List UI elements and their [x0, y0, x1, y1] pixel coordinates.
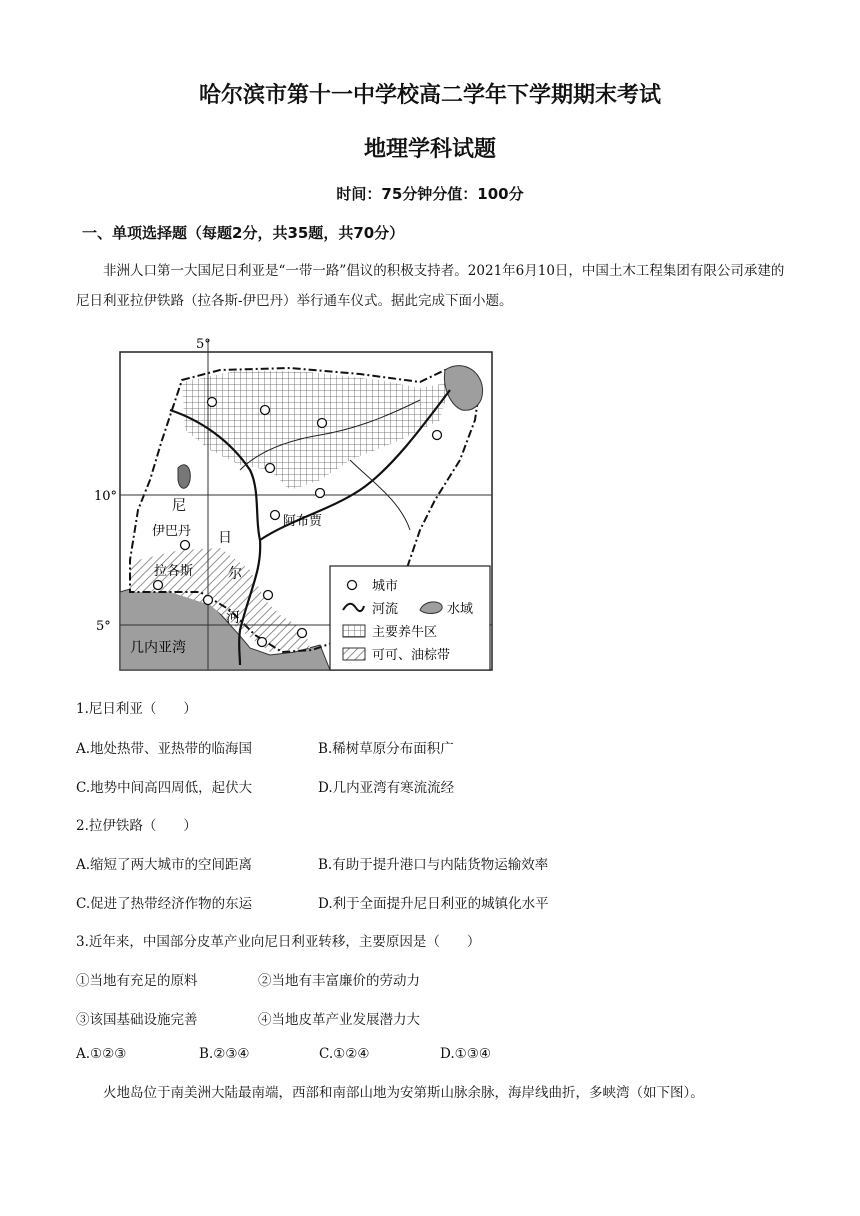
label-river-ni: 尼: [172, 498, 186, 514]
city-marker: [298, 629, 307, 638]
question-3-option-d: D.①③④: [440, 1046, 491, 1062]
lat-label-5: 5°: [96, 619, 111, 634]
city-marker-ibadan: [181, 541, 190, 550]
city-marker-abuja: [271, 511, 280, 520]
question-2-option-c: C.促进了热带经济作物的东运: [76, 896, 253, 912]
exam-title: 哈尔滨市第十一中学校高二学年下学期期末考试: [198, 83, 661, 108]
question-1-option-a: A.地处热带、亚热带的临海国: [76, 741, 253, 757]
lat-label-10: 10°: [94, 489, 118, 504]
question-3-statement-1: ①当地有充足的原料: [76, 973, 198, 989]
legend-water: 水域: [447, 602, 474, 617]
legend-river: 河流: [372, 602, 399, 617]
city-marker: [208, 398, 217, 407]
legend-cattle: 主要养牛区: [372, 625, 438, 640]
city-marker: [433, 431, 442, 440]
question-2-option-a: A.缩短了两大城市的空间距离: [76, 857, 253, 873]
label-gulf: 几内亚湾: [130, 640, 186, 656]
lat-label-top: 5°: [196, 337, 211, 352]
question-2-option-d: D.利于全面提升尼日利亚的城镇化水平: [318, 896, 549, 912]
label-abuja: 阿布贾: [283, 514, 323, 529]
question-2-stem: 2.拉伊铁路（ ）: [76, 818, 197, 834]
label-river-ri: 日: [218, 530, 232, 546]
legend-city-symbol: [348, 581, 357, 590]
city-marker: [266, 464, 275, 473]
exam-subtitle: 地理学科试题: [363, 137, 496, 162]
legend-cocoa-symbol: [343, 648, 365, 660]
nigeria-map: [90, 330, 510, 680]
reservoir-water: [178, 465, 190, 488]
exam-meta: 时间：75分钟分值：100分: [336, 185, 524, 203]
label-river-er: 尔: [228, 566, 242, 582]
question-3-option-a: A.①②③: [76, 1046, 127, 1062]
city-marker: [318, 419, 327, 428]
legend-city: 城市: [372, 579, 399, 594]
section2-intro: 火地岛位于南美洲大陆最南端，西部和南部山地为安第斯山脉余脉，海岸线曲折，多峡湾（如下图）。: [103, 1085, 704, 1101]
question-1-stem: 1.尼日利亚（ ）: [76, 701, 197, 717]
city-marker: [316, 489, 325, 498]
question-3-statement-4: ④当地皮革产业发展潜力大: [258, 1012, 420, 1028]
city-marker: [264, 591, 273, 600]
question-1-option-b: B.稀树草原分布面积广: [318, 741, 454, 757]
legend-cocoa: 可可、油棕带: [372, 648, 451, 663]
question-1-option-c: C.地势中间高四周低，起伏大: [76, 780, 253, 796]
question-3-stem: 3.近年来，中国部分皮革产业向尼日利亚转移，主要原因是（ ）: [76, 934, 481, 950]
question-2-option-b: B.有助于提升港口与内陆货物运输效率: [318, 857, 549, 873]
question-3-statement-2: ②当地有丰富廉价的劳动力: [258, 973, 420, 989]
legend-cattle-symbol: [343, 625, 365, 637]
label-lagos: 拉各斯: [154, 564, 194, 579]
city-marker: [204, 596, 213, 605]
label-river-he: 河: [226, 610, 240, 626]
question-3-option-b: B.②③④: [199, 1046, 250, 1062]
section-intro: 非洲人口第一大国尼日利亚是“一带一路”倡议的积极支持者。2021年6月10日，中国土木工程集团有限公司承建的尼日利亚拉伊铁路（拉各斯-伊巴丹）举行通车仪式。据此完成下面小题。: [76, 263, 785, 309]
section-heading: 一、单项选择题（每题2分，共35题，共70分）: [82, 224, 405, 242]
label-ibadan: 伊巴丹: [152, 524, 192, 539]
question-3-option-c: C.①②④: [319, 1046, 370, 1062]
question-1-option-d: D.几内亚湾有寒流流经: [318, 780, 455, 796]
question-3-statement-3: ③该国基础设施完善: [76, 1012, 198, 1028]
city-marker: [261, 406, 270, 415]
city-marker: [258, 638, 267, 647]
city-marker-lagos: [154, 581, 163, 590]
